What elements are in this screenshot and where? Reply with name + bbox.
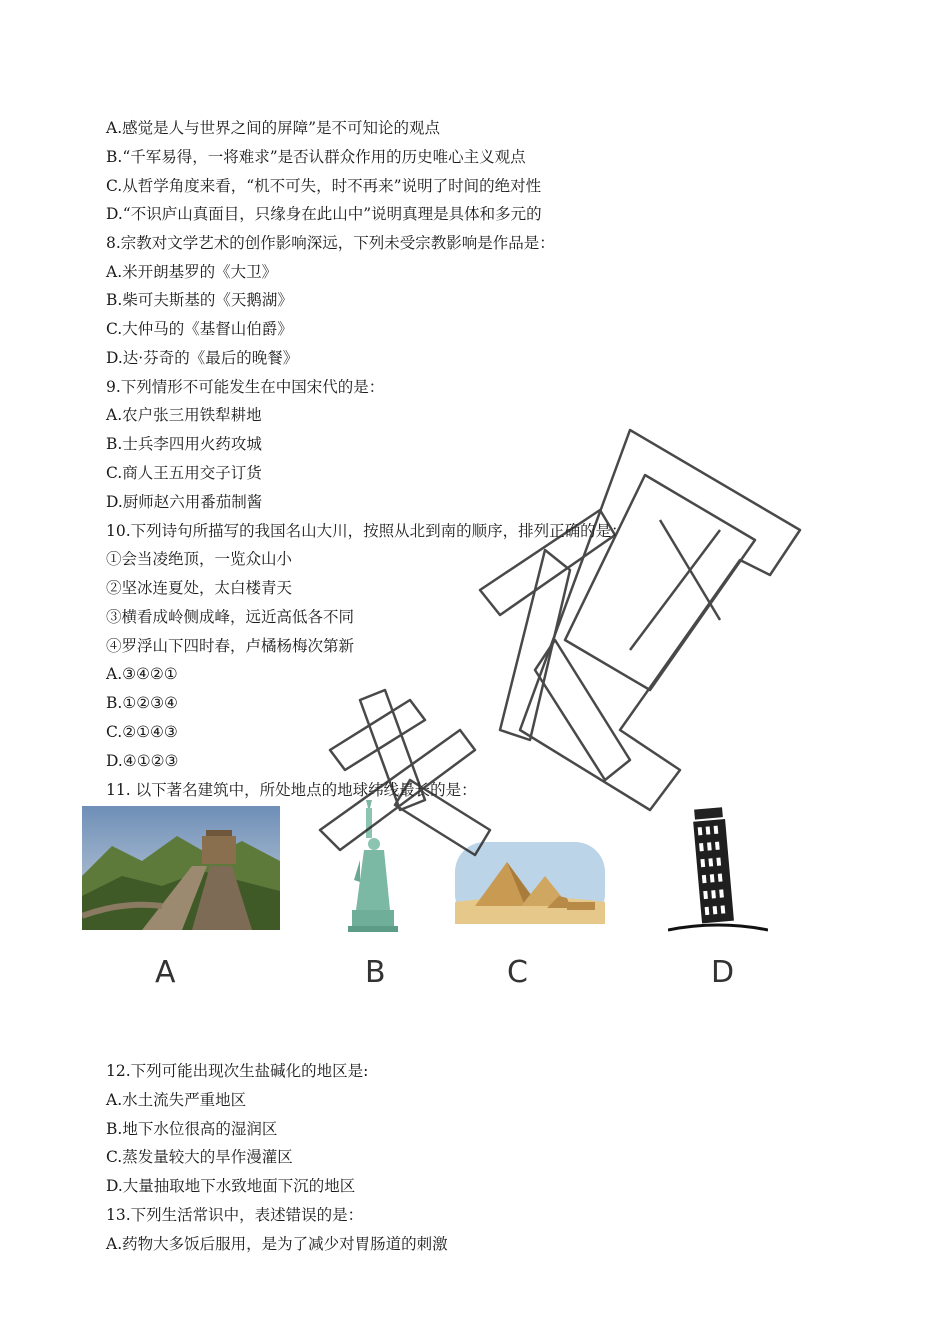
q12-option-b: B.地下水位很高的湿润区 bbox=[106, 1120, 278, 1138]
q10-verse-3: ③横看成岭侧成峰，远近高低各不同 bbox=[106, 608, 355, 626]
great-wall-image bbox=[82, 806, 280, 930]
q12-option-d: D.大量抽取地下水致地面下沉的地区 bbox=[106, 1177, 356, 1195]
q10-verse-1: ①会当凌绝顶，一览众山小 bbox=[106, 550, 293, 568]
leaning-tower-image bbox=[668, 802, 768, 934]
q12-option-a: A.水土流失严重地区 bbox=[106, 1091, 247, 1109]
q13-option-a: A.药物大多饭后服用，是为了减少对胃肠道的刺激 bbox=[106, 1235, 448, 1253]
q8-option-b: B.柴可夫斯基的《天鹅湖》 bbox=[106, 291, 293, 309]
q9-option-d: D.厨师赵六用番茄制酱 bbox=[106, 493, 263, 511]
q9-option-b: B.士兵李四用火药攻城 bbox=[106, 435, 262, 453]
statue-of-liberty-image bbox=[330, 800, 410, 932]
image-label-a: A bbox=[155, 955, 176, 990]
q10-option-d: D.④①②③ bbox=[106, 752, 179, 770]
q10-stem: 10.下列诗句所描写的我国名山大川，按照从北到南的顺序，排列正确的是： bbox=[106, 522, 627, 540]
image-label-c: C bbox=[507, 955, 528, 990]
q10-verse-4: ④罗浮山下四时春，卢橘杨梅次第新 bbox=[106, 637, 355, 655]
image-label-b: B bbox=[365, 955, 386, 990]
q9-option-a: A.农户张三用铁犁耕地 bbox=[106, 406, 262, 424]
q10-option-b: B.①②③④ bbox=[106, 694, 178, 712]
q11-stem: 11. 以下著名建筑中，所处地点的地球纬线最长的是： bbox=[106, 781, 477, 799]
q8-stem: 8.宗教对文学艺术的创作影响深远，下列未受宗教影响是作品是： bbox=[106, 234, 555, 252]
q7-option-b: B.“千军易得，一将难求”是否认群众作用的历史唯心主义观点 bbox=[106, 148, 526, 166]
q8-option-a: A.米开朗基罗的《大卫》 bbox=[106, 263, 278, 281]
q12-option-c: C.蒸发量较大的旱作漫灌区 bbox=[106, 1148, 293, 1166]
q10-option-c: C.②①④③ bbox=[106, 723, 178, 741]
q10-verse-2: ②坚冰连夏处，太白楼青天 bbox=[106, 579, 293, 597]
image-label-d: D bbox=[711, 955, 735, 990]
q8-option-c: C.大仲马的《基督山伯爵》 bbox=[106, 320, 293, 338]
pyramids-sphinx-image bbox=[455, 842, 605, 924]
q9-option-c: C.商人王五用交子订货 bbox=[106, 464, 262, 482]
q13-stem: 13.下列生活常识中，表述错误的是： bbox=[106, 1206, 364, 1224]
q12-stem: 12.下列可能出现次生盐碱化的地区是: bbox=[106, 1062, 369, 1080]
q9-stem: 9.下列情形不可能发生在中国宋代的是： bbox=[106, 378, 385, 396]
q7-option-c: C.从哲学角度来看，“机不可失，时不再来”说明了时间的绝对性 bbox=[106, 177, 542, 195]
q10-option-a: A.③④②① bbox=[106, 665, 178, 683]
q7-option-d: D.“不识庐山真面目，只缘身在此山中”说明真理是具体和多元的 bbox=[106, 205, 542, 223]
q7-option-a: A.感觉是人与世界之间的屏障”是不可知论的观点 bbox=[106, 119, 441, 137]
q8-option-d: D.达·芬奇的《最后的晚餐》 bbox=[106, 349, 299, 367]
